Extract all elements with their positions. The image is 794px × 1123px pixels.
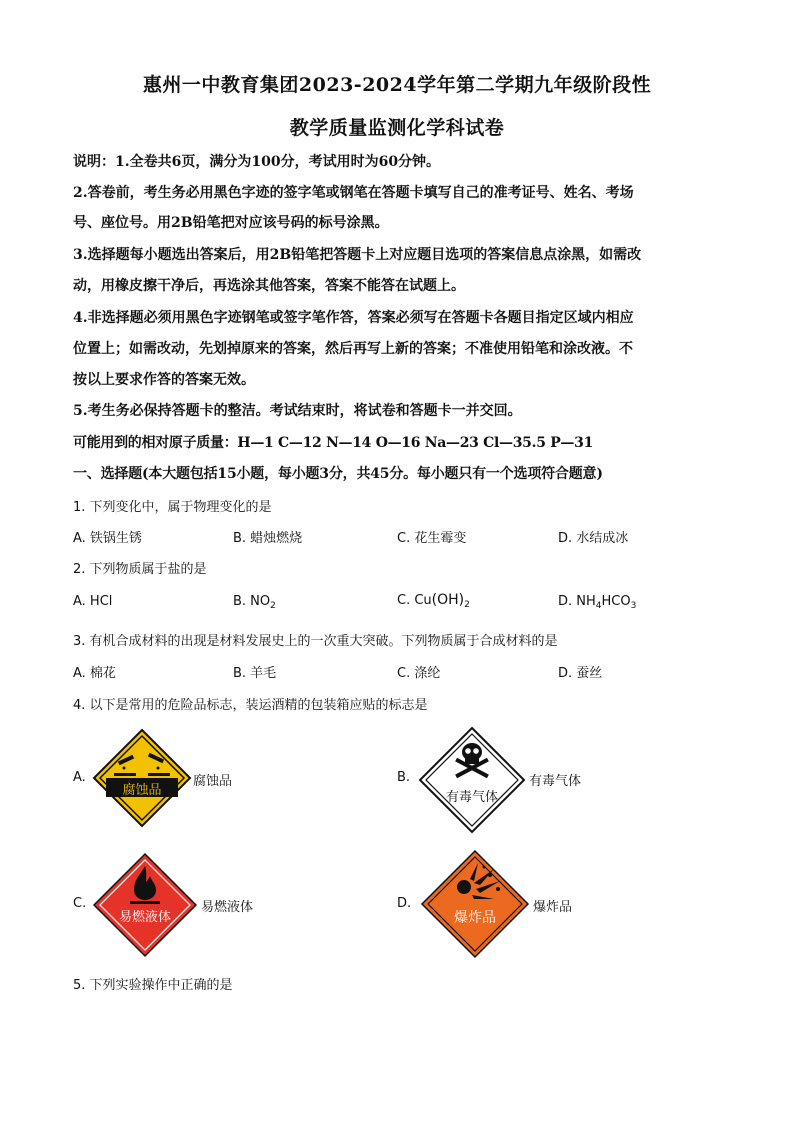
instruction-line: 动，用橡皮擦干净后，再选涂其他答案，答案不能答在试题上。 [73,278,465,294]
q2-option-d: D. $NH_4HCO_3$ [558,594,637,611]
atomic-mass-line: 可能用到的相对原子质量：H—1 C—12 N—14 O—16 Na—23 Cl—35.5 P—31 [73,435,594,451]
q4-option-a-caption: 腐蚀品 [193,774,233,789]
flammable-liquid-sign-icon [92,852,198,958]
q2-option-b: B. $NO_2$ [233,594,276,611]
question-2-stem: 2. 下列物质属于盐的是 [73,562,207,577]
question-5-stem: 5. 下列实验操作中正确的是 [73,978,233,993]
toxic-gas-sign-icon [418,726,526,834]
q4-option-b-caption: 有毒气体 [529,774,582,789]
explosive-sign-label: 爆炸品 [454,910,496,926]
q3-option-a: A. 棉花 [73,666,116,681]
instruction-line: 2.答卷前，考生务必用黑色字迹的签字笔或钢笔在答题卡填写自己的准考证号、姓名、考场 [73,185,634,201]
instruction-line: 号、座位号。用2B铅笔把对应该号码的标号涂黑。 [73,215,389,231]
q2-option-a: A. HCl [73,594,113,609]
q2-option-c: C. $Cu(OH)_2$ [397,592,470,610]
q4-option-c-caption: 易燃液体 [201,900,254,915]
q3-option-c: C. 涤纶 [397,666,441,681]
q4-option-a-letter: A. [73,770,86,785]
instruction-line: 4.非选择题必须用黑色字迹钢笔或签字笔作答，答案必须写在答题卡各题目指定区域内相应 [73,310,634,326]
q1-option-a: A. 铁锅生锈 [73,531,142,546]
instruction-line: 说明：1.全卷共6页，满分为100分，考试用时为60分钟。 [73,154,441,170]
instruction-line: 按以上要求作答的答案无效。 [73,372,255,388]
q4-option-c-letter: C. [73,896,87,911]
explosive-sign-icon [420,849,530,959]
corrosive-sign-icon [92,728,192,828]
page-title-line2: 教学质量监测化学科试卷 [289,117,505,139]
toxic-gas-sign-label: 有毒气体 [445,790,498,805]
q3-option-d: D. 蚕丝 [558,666,603,681]
instruction-line: 5.考生务必保持答题卡的整洁。考试结束时，将试卷和答题卡一并交回。 [73,403,522,419]
page-title-line1: 惠州一中教育集团2023-2024学年第二学期九年级阶段性 [142,74,652,96]
q1-option-d: D. 水结成冰 [558,531,629,546]
q1-option-b: B. 蜡烛燃烧 [233,531,303,546]
flammable-liquid-sign-label: 易燃液体 [118,910,171,925]
q3-option-b: B. 羊毛 [233,666,277,681]
question-1-stem: 1. 下列变化中，属于物理变化的是 [73,500,272,515]
q1-option-c: C. 花生霉变 [397,531,467,546]
q4-option-d-letter: D. [397,896,412,911]
q4-option-d-caption: 爆炸品 [533,900,573,915]
section-heading: 一、选择题(本大题包括15小题，每小题3分，共45分。每小题只有一个选项符合题意) [73,466,603,482]
instruction-line: 3.选择题每小题选出答案后，用2B铅笔把答题卡上对应题目选项的答案信息点涂黑，如需改 [73,247,642,263]
question-3-stem: 3. 有机合成材料的出现是材料发展史上的一次重大突破。下列物质属于合成材料的是 [73,634,558,649]
instruction-line: 位置上；如需改动，先划掉原来的答案，然后再写上新的答案；不准使用铅笔和涂改液。不 [73,341,633,357]
question-4-stem: 4. 以下是常用的危险品标志，装运酒精的包装箱应贴的标志是 [73,698,428,713]
corrosive-sign-label: 腐蚀品 [122,783,162,798]
q4-option-b-letter: B. [397,770,411,785]
